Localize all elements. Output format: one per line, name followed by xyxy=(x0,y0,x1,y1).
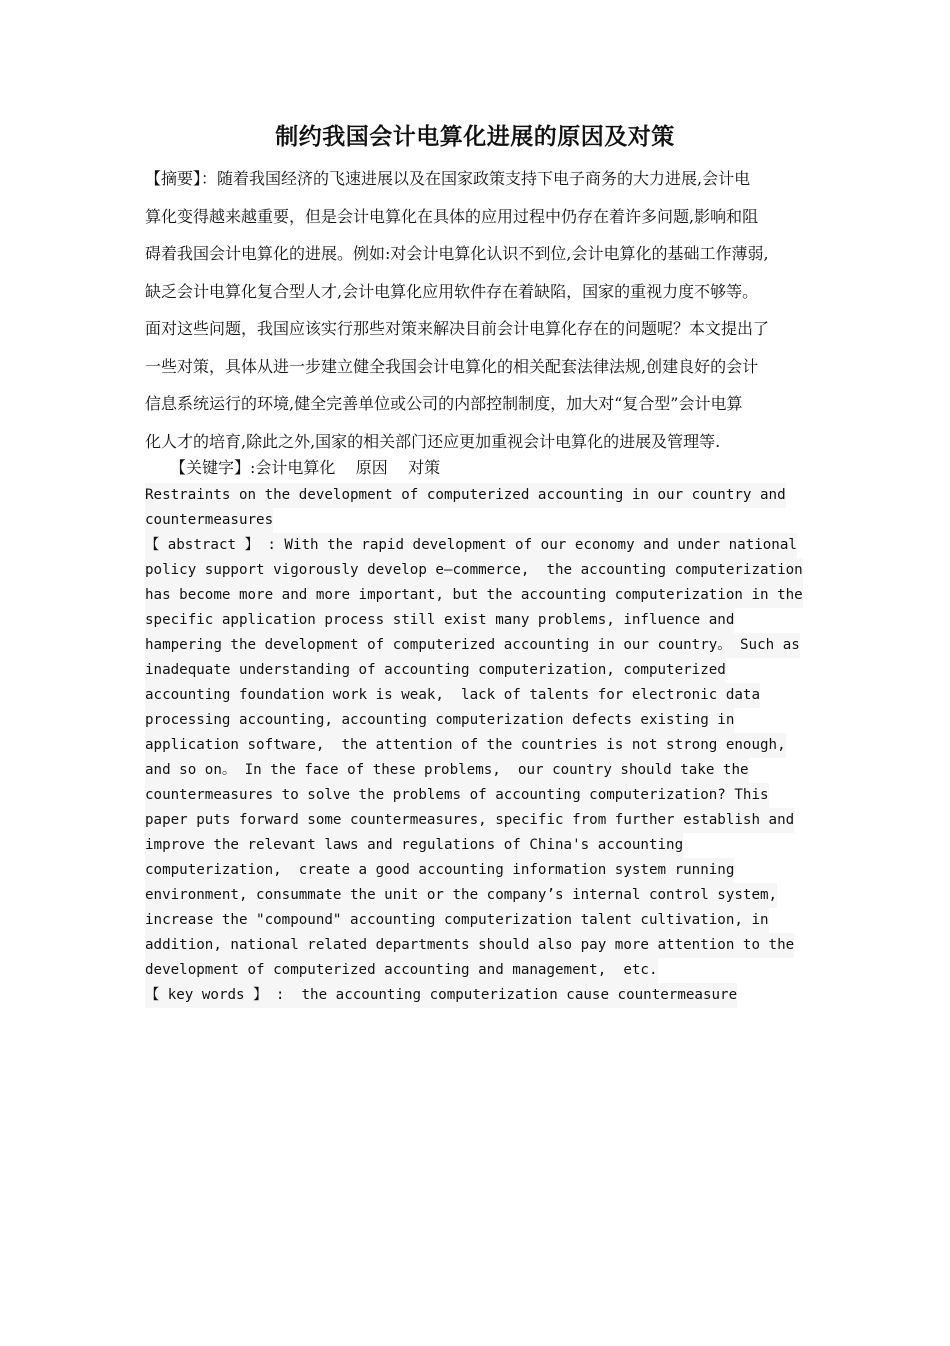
chinese-abstract-line: 【摘要】：随着我国经济的飞速进展以及在国家政策支持下电子商务的大力进展,会计电 xyxy=(145,169,751,188)
english-abstract-line: addition, national related departments should also pay more attention to the xyxy=(145,933,794,958)
page-title: 制约我国会计电算化进展的原因及对策 xyxy=(275,124,675,150)
chinese-abstract-line: 碍着我国会计电算化的进展。例如:对会计电算化认识不到位,会计电算化的基础工作薄弱, xyxy=(145,244,769,263)
english-abstract-line: policy support vigorously develop e—commerce, the accounting computerization xyxy=(145,558,803,583)
chinese-abstract-line: 面对这些问题，我国应该实行那些对策来解决目前会计电算化存在的问题呢？本文提出了 xyxy=(145,319,770,338)
english-abstract-line: application software, the attention of the countries is not strong enough, xyxy=(145,733,786,758)
english-abstract-line: paper puts forward some countermeasures, specific from further establish and xyxy=(145,808,794,833)
chinese-abstract-line: 信息系统运行的环境,健全完善单位或公司的内部控制制度，加大对“复合型”会计电算 xyxy=(145,394,743,413)
chinese-keywords: 【关键字】:会计电算化 原因 对策 xyxy=(170,458,441,477)
english-abstract-line: improve the relevant laws and regulations of China's accounting xyxy=(145,833,683,858)
english-abstract-line: processing accounting, accounting computerization defects existing in xyxy=(145,708,734,733)
english-abstract-line: hampering the development of computerized accounting in our country。 Such as xyxy=(145,633,800,658)
chinese-abstract xyxy=(145,160,815,460)
english-abstract-line: inadequate understanding of accounting computerization, computerized xyxy=(145,658,726,683)
english-keywords-line: 【 key words 】 : the accounting computerization cause countermeasure xyxy=(145,983,737,1008)
english-abstract-line: countermeasures to solve the problems of accounting computerization? This xyxy=(145,783,769,808)
english-abstract-line: development of computerized accounting and management, etc. xyxy=(145,958,658,983)
english-title-line: countermeasures xyxy=(145,508,273,533)
english-abstract-line: has become more and more important, but the accounting computerization in the xyxy=(145,583,803,608)
chinese-abstract-line: 缺乏会计电算化复合型人才,会计电算化应用软件存在着缺陷，国家的重视力度不够等。 xyxy=(145,281,759,301)
chinese-abstract-line: 一些对策，具体从进一步建立健全我国会计电算化的相关配套法律法规,创建良好的会计 xyxy=(145,356,759,376)
english-abstract-line: specific application process still exist many problems, influence and xyxy=(145,608,734,633)
english-abstract xyxy=(145,483,815,1008)
english-title-line: Restraints on the development of computerized accounting in our country and xyxy=(145,483,786,508)
chinese-abstract-line: 化人才的培育,除此之外,国家的相关部门还应更加重视会计电算化的进展及管理等. xyxy=(145,431,721,451)
english-abstract-line: increase the "compound" accounting computerization talent cultivation, in xyxy=(145,908,769,933)
english-abstract-line: and so on。 In the face of these problems, our country should take the xyxy=(145,758,749,783)
english-abstract-line: computerization, create a good accounting information system running xyxy=(145,858,734,883)
english-abstract-line: 【 abstract 】 : With the rapid development of our economy and under national xyxy=(145,533,797,558)
english-abstract-line: accounting foundation work is weak, lack of talents for electronic data xyxy=(145,683,760,708)
chinese-abstract-line: 算化变得越来越重要，但是会计电算化在具体的应用过程中仍存在着许多问题,影响和阻 xyxy=(145,206,759,226)
english-abstract-line: environment, consummate the unit or the company’s internal control system, xyxy=(145,883,777,908)
